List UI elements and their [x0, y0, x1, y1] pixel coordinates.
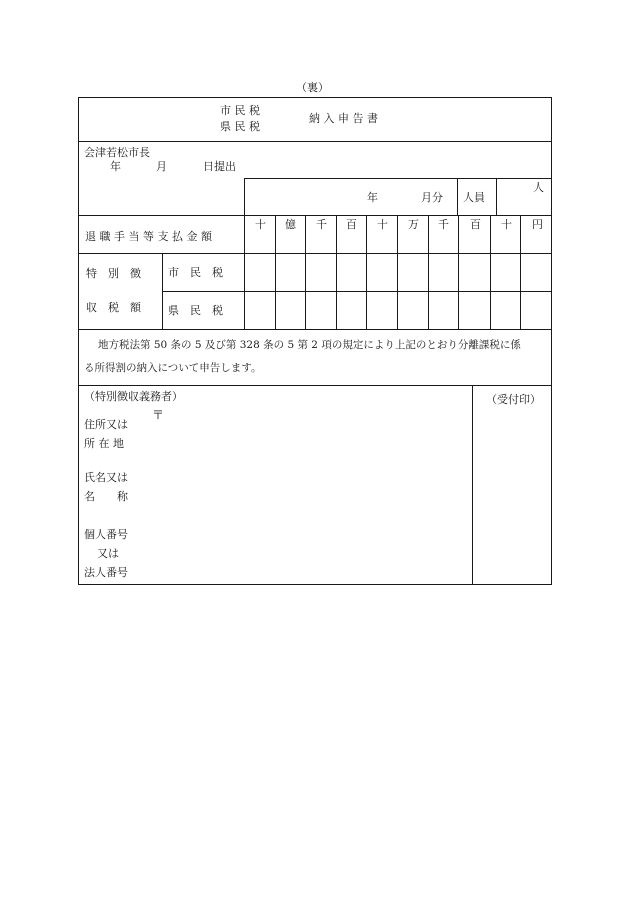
submit-month-label: 月: [156, 160, 167, 173]
digit-header: 千: [438, 218, 449, 231]
period-year-label: 年: [367, 191, 378, 204]
obligor-section-label: （特別徴収義務者）: [84, 390, 183, 403]
digit-header: 千: [316, 218, 327, 231]
declaration-line1: 地方税法第 50 条の 5 及び第 328 条の 5 第 2 項の規定により上記のとおり分離課税に係: [98, 339, 521, 351]
submit-year-label: 年: [110, 160, 121, 173]
special-collection-label-line2: 収 税 額: [86, 301, 141, 314]
number-label-line2: 又は: [97, 547, 119, 560]
page-side-label: （裏）: [296, 81, 329, 94]
persons-unit: 人: [533, 181, 544, 194]
form-title: 納 入 申 告 書: [309, 112, 378, 125]
addressee-mayor: 会津若松市長: [84, 146, 150, 159]
digit-header: 十: [255, 218, 266, 231]
digit-header: 十: [501, 218, 512, 231]
postal-mark: 〒: [152, 408, 165, 422]
digit-header: 百: [470, 218, 481, 231]
title-pref-tax: 県 民 税: [220, 120, 260, 133]
declaration-line2: る所得割の納入について申告します。: [84, 362, 262, 374]
name-label-line1: 氏名又は: [84, 471, 128, 484]
address-label-line1: 住所又は: [84, 418, 128, 431]
number-label-line3: 法人番号: [84, 566, 128, 579]
persons-label: 人員: [463, 191, 485, 204]
digit-header: 十: [377, 218, 388, 231]
city-tax-label: 市 民 税: [168, 266, 223, 279]
pref-tax-label: 県 民 税: [168, 304, 223, 317]
address-label-line2: 所 在 地: [84, 437, 124, 450]
number-label-line1: 個人番号: [84, 528, 128, 541]
submit-day-label: 日提出: [203, 160, 236, 173]
name-label-line2: 名 称: [84, 490, 128, 503]
digit-header: 円: [532, 218, 543, 231]
digit-header: 万: [408, 218, 419, 231]
period-month-label: 月分: [421, 191, 443, 204]
receipt-stamp-label: （受付印）: [486, 393, 541, 406]
payment-amount-label: 退 職 手 当 等 支 払 金 額: [85, 230, 212, 243]
special-collection-label-line1: 特 別 徴: [86, 267, 141, 280]
digit-header: 億: [285, 218, 296, 231]
digit-header: 百: [346, 218, 357, 231]
title-city-tax: 市 民 税: [220, 104, 260, 117]
